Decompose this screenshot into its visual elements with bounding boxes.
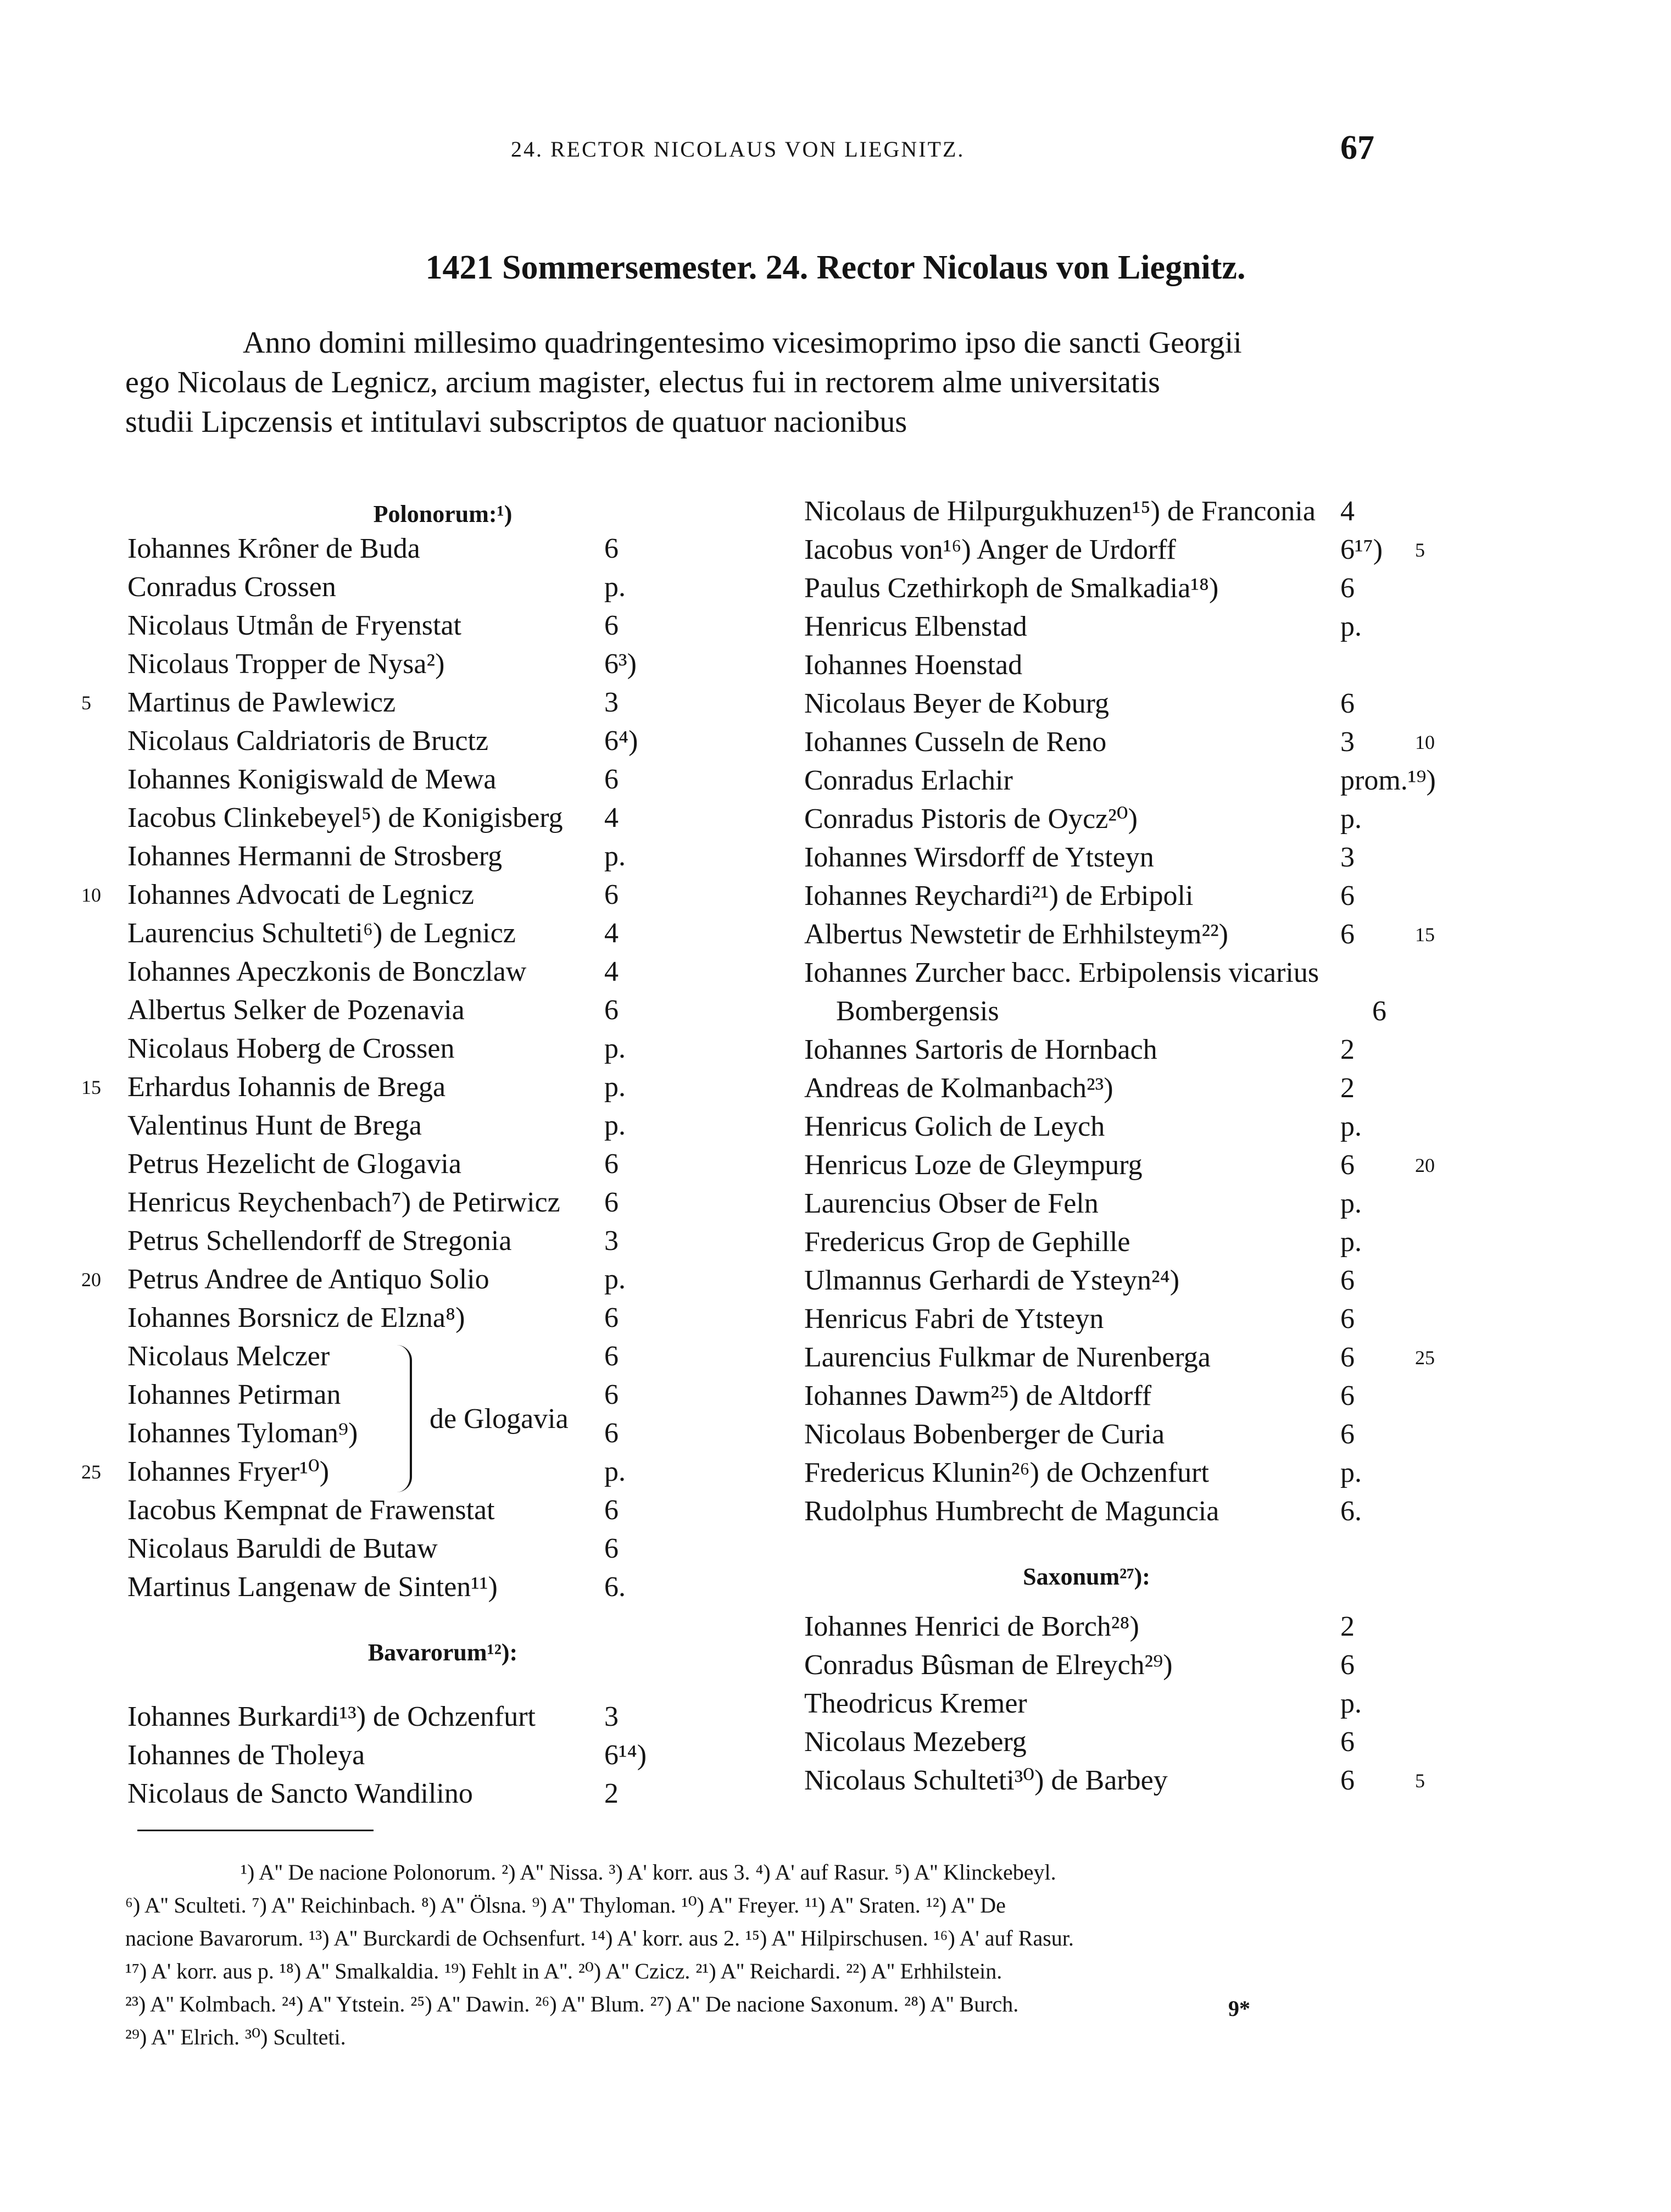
- student-name: Nicolaus de Hilpurgukhuzen¹⁵) de Franconia: [804, 496, 1316, 527]
- student-name: Laurencius Obser de Feln: [804, 1188, 1099, 1219]
- fee-value: p.: [604, 571, 626, 603]
- fee-value: p.: [1340, 803, 1362, 835]
- fee-value: p.: [604, 1264, 626, 1295]
- student-name: Nicolaus Tropper de Nysa²): [127, 648, 445, 680]
- fee-value: 6: [1340, 688, 1355, 719]
- matriculation-entry: [804, 723, 1435, 762]
- student-name: Henricus Golich de Leych: [804, 1111, 1105, 1142]
- matriculation-entry: [804, 1646, 1419, 1685]
- matriculation-entry: [804, 1300, 1419, 1338]
- matriculation-entry: [127, 568, 743, 607]
- line-number: 15: [1415, 924, 1435, 946]
- student-name: Iohannes Fryer¹⁰): [127, 1456, 330, 1487]
- fee-value: 6: [604, 610, 619, 641]
- matriculation-entry: [127, 1337, 743, 1376]
- student-name: Iohannes Konigiswald de Mewa: [127, 764, 497, 795]
- student-name: Iohannes Cusseln de Reno: [804, 726, 1107, 758]
- fee-value: 4: [604, 918, 619, 949]
- student-name: Iohannes Dawm²⁵) de Altdorff: [804, 1380, 1152, 1411]
- student-name: Iohannes Advocati de Legnicz: [127, 879, 474, 910]
- fee-value: 6: [604, 764, 619, 795]
- fee-value: 6: [604, 1341, 619, 1372]
- fee-value: 4: [604, 956, 619, 987]
- matriculation-entry: [127, 1698, 743, 1736]
- fee-value: p.: [604, 1110, 626, 1141]
- student-name: Martinus Langenaw de Sinten¹¹): [127, 1571, 498, 1603]
- fee-value: 6: [1340, 1342, 1355, 1373]
- student-name: Albertus Selker de Pozenavia: [127, 994, 465, 1026]
- student-name: Iohannes Henrici de Borch²⁸): [804, 1611, 1139, 1642]
- matriculation-entry: [804, 1685, 1419, 1723]
- fee-value: 3: [604, 1701, 619, 1732]
- fee-value: 6: [604, 1187, 619, 1218]
- matriculation-entry: [804, 1031, 1419, 1069]
- fee-value: 6: [1340, 919, 1355, 950]
- matriculation-entry: [127, 1568, 743, 1607]
- footnote-line: ¹⁷) A' korr. aus p. ¹⁸) A'' Smalkaldia. ¹⁹) Fehlt in A''. ²⁰) A'' Czicz. ²¹) A'' Reichardi. ²²) A'' Erhhilstein.: [125, 1959, 1002, 1983]
- student-name: Albertus Newstetir de Erhhilsteym²²): [804, 919, 1229, 950]
- fee-value: p.: [1340, 1111, 1362, 1142]
- student-name: Nicolaus Utmån de Fryenstat: [127, 610, 461, 641]
- student-name: Rudolphus Humbrecht de Maguncia: [804, 1496, 1219, 1527]
- matriculation-entry: [836, 992, 1451, 1031]
- student-name: Fredericus Grop de Gephille: [804, 1226, 1130, 1258]
- intro-line: studii Lipczensis et intitulavi subscriptos de quatuor nacionibus: [125, 405, 907, 439]
- fee-value: 6: [1340, 573, 1355, 604]
- student-name: Iohannes Hermanni de Strosberg: [127, 841, 503, 872]
- matriculation-entry: [804, 1454, 1419, 1492]
- student-name: Theodricus Kremer: [804, 1688, 1027, 1719]
- student-name: Iohannes Burkardi¹³) de Ochzenfurt: [127, 1701, 536, 1732]
- matriculation-entry: [804, 1261, 1419, 1300]
- student-name: Erhardus Iohannis de Brega: [127, 1071, 446, 1103]
- line-number: 20: [1415, 1154, 1435, 1176]
- matriculation-entry: [127, 1736, 743, 1775]
- student-name: Iohannes Wirsdorff de Ytsteyn: [804, 842, 1154, 873]
- student-name: Iacobus Kempnat de Frawenstat: [127, 1494, 495, 1526]
- student-name: Martinus de Pawlewicz: [127, 687, 396, 718]
- student-name: Iohannes de Tholeya: [127, 1739, 365, 1771]
- student-name: Iohannes Borsnicz de Elzna⁸): [127, 1302, 465, 1333]
- intro-line: Anno domini millesimo quadringentesimo vicesimoprimo ipso die sancti Georgii: [243, 326, 1242, 360]
- fee-value: p.: [1340, 1457, 1362, 1488]
- line-number: 10: [1415, 731, 1435, 753]
- fee-value: 6.: [1340, 1496, 1362, 1527]
- student-name: Nicolaus Hoberg de Crossen: [127, 1033, 455, 1064]
- matriculation-entry: [81, 1260, 743, 1299]
- fee-value: 2: [1340, 1611, 1355, 1642]
- student-name: Nicolaus Mezeberg: [804, 1726, 1027, 1758]
- matriculation-entry: [804, 1108, 1419, 1146]
- line-number: 5: [81, 692, 91, 714]
- matriculation-entry: [804, 1146, 1435, 1185]
- fee-value: p.: [1340, 1188, 1362, 1219]
- student-name: Nicolaus Bobenberger de Curia: [804, 1419, 1165, 1450]
- matriculation-entry: [804, 1492, 1419, 1531]
- matriculation-entry: [804, 1223, 1419, 1261]
- student-name: Nicolaus Beyer de Koburg: [804, 688, 1110, 719]
- student-name: Henricus Fabri de Ytsteyn: [804, 1303, 1104, 1335]
- fee-value: 4: [604, 802, 619, 833]
- footnote-line: nacione Bavarorum. ¹³) A'' Burckardi de Ochsenfurt. ¹⁴) A' korr. aus 2. ¹⁵) A'' Hilpirschusen. ¹⁶) A' auf Rasur.: [125, 1926, 1074, 1950]
- matriculation-entry: [804, 800, 1419, 838]
- student-name: Iohannes Krôner de Buda: [127, 533, 420, 564]
- student-name: Bombergensis: [836, 996, 999, 1027]
- matriculation-entry: [127, 1299, 743, 1337]
- fee-value: 6: [604, 879, 619, 910]
- fee-value: 6: [1340, 1726, 1355, 1758]
- fee-value: 6.: [604, 1571, 626, 1603]
- matriculation-entry: [127, 1491, 743, 1530]
- matriculation-entry: [804, 1761, 1425, 1800]
- student-name: Ulmannus Gerhardi de Ysteyn²⁴): [804, 1265, 1180, 1296]
- matriculation-entry: [127, 607, 743, 645]
- intro-paragraph: [125, 323, 1411, 442]
- student-name: Nicolaus Melczer: [127, 1341, 330, 1372]
- student-name: Iohannes Reychardi²¹) de Erbipoli: [804, 880, 1194, 912]
- fee-value: 6: [1340, 1380, 1355, 1411]
- student-name: Conradus Crossen: [127, 571, 336, 603]
- nation-heading: Saxonum²⁷):: [1023, 1563, 1150, 1590]
- fee-value: p.: [604, 841, 626, 872]
- matriculation-entry: [804, 608, 1419, 646]
- matriculation-entry: [81, 683, 743, 722]
- student-name: Petrus Andree de Antiquo Solio: [127, 1264, 489, 1295]
- matriculation-entry: [804, 838, 1419, 877]
- student-name: Iohannes Apeczkonis de Bonczlaw: [127, 956, 527, 987]
- matriculation-entry: [804, 569, 1419, 608]
- fee-value: 6¹⁷): [1340, 534, 1383, 565]
- student-name: Iohannes Zurcher bacc. Erbipolensis vicarius: [804, 957, 1319, 988]
- student-name: Nicolaus Caldriatoris de Bructz: [127, 725, 489, 757]
- matriculation-entry: [127, 991, 743, 1030]
- matriculation-entry: [127, 953, 743, 991]
- student-name: Henricus Reychenbach⁷) de Petirwicz: [127, 1187, 560, 1218]
- fee-value: 6: [604, 1494, 619, 1526]
- fee-value: p.: [1340, 1226, 1362, 1258]
- student-name: Nicolaus Schulteti³⁰) de Barbey: [804, 1765, 1168, 1796]
- matriculation-entry: [804, 492, 1419, 531]
- matriculation-entry: [127, 645, 743, 683]
- line-number: 25: [81, 1461, 101, 1483]
- line-number: 5: [1415, 539, 1425, 561]
- fee-value: 6: [604, 994, 619, 1026]
- line-number: 5: [1415, 1770, 1425, 1792]
- footnote-line: ²³) A'' Kolmbach. ²⁴) A'' Ytstein. ²⁵) A'' Dawin. ²⁶) A'' Blum. ²⁷) A'' De nacione Saxonum. ²⁸) A'' Burch.: [125, 1992, 1019, 2016]
- student-name: Conradus Pistoris de Oycz²⁰): [804, 803, 1138, 835]
- student-name: Iohannes Petirman: [127, 1379, 341, 1410]
- matriculation-entry: [804, 762, 1436, 800]
- glogavia-brace: [397, 1345, 412, 1492]
- brace-label: de Glogavia: [430, 1403, 569, 1435]
- student-name: Henricus Loze de Gleympurg: [804, 1149, 1143, 1181]
- matriculation-entry: [804, 1377, 1419, 1415]
- matriculation-entry: [804, 915, 1435, 954]
- student-name: Fredericus Klunin²⁶) de Ochzenfurt: [804, 1457, 1209, 1488]
- matriculation-entry: [804, 646, 1419, 685]
- fee-value: p.: [604, 1033, 626, 1064]
- student-name: Andreas de Kolmanbach²³): [804, 1072, 1113, 1104]
- student-name: Petrus Hezelicht de Glogavia: [127, 1148, 461, 1180]
- fee-value: 2: [604, 1778, 619, 1809]
- fee-value: 6: [604, 533, 619, 564]
- student-name: Laurencius Fulkmar de Nurenberga: [804, 1342, 1211, 1373]
- line-number: 20: [81, 1269, 101, 1291]
- fee-value: p.: [604, 1071, 626, 1103]
- fee-value: 3: [604, 687, 619, 718]
- matriculation-entry: [804, 1069, 1419, 1108]
- matriculation-entry: [804, 685, 1419, 723]
- student-name: Iohannes Tyloman⁹): [127, 1418, 358, 1449]
- matriculation-entry: [127, 530, 743, 568]
- fee-value: p.: [1340, 611, 1362, 642]
- nation-heading: Polonorum:¹): [373, 501, 513, 527]
- footnote-line: ¹) A'' De nacione Polonorum. ²) A'' Nissa. ³) A' korr. aus 3. ⁴) A' auf Rasur. ⁵) A'' Klinckebeyl.: [241, 1860, 1056, 1885]
- matriculation-entry: [81, 1068, 743, 1107]
- matriculation-entry: [804, 954, 1419, 992]
- fee-value: prom.¹⁹): [1340, 765, 1436, 796]
- line-number: 10: [81, 884, 101, 906]
- footnote-line: ⁶) A'' Sculteti. ⁷) A'' Reichinbach. ⁸) A'' Ölsna. ⁹) A'' Thyloman. ¹⁰) A'' Freyer. ¹¹) A'' Sraten. ¹²) A'' De: [125, 1893, 1006, 1918]
- matriculation-entry: [127, 799, 743, 837]
- fee-value: 6: [1340, 1265, 1355, 1296]
- nation-heading: Bavarorum¹²):: [367, 1639, 518, 1666]
- fee-value: p.: [1340, 1688, 1362, 1719]
- matriculation-entry: [127, 837, 743, 876]
- student-name: Nicolaus de Sancto Wandilino: [127, 1778, 473, 1809]
- matriculation-entry: [127, 1145, 743, 1183]
- line-number: 25: [1415, 1347, 1435, 1369]
- fee-value: 2: [1340, 1034, 1355, 1065]
- page-title: 1421 Sommersemester. 24. Rector Nicolaus von Liegnitz.: [425, 249, 1246, 286]
- fee-value: 4: [1340, 496, 1355, 527]
- fee-value: 6: [1340, 1649, 1355, 1681]
- student-name: Petrus Schellendorff de Stregonia: [127, 1225, 512, 1257]
- fee-value: 6: [1340, 1149, 1355, 1181]
- student-name: Iacobus Clinkebeyel⁵) de Konigisberg: [127, 802, 563, 833]
- matriculation-entry: [127, 914, 743, 953]
- fee-value: 6: [1372, 996, 1386, 1027]
- footnote-line: ²⁹) A'' Elrich. ³⁰) Sculteti.: [125, 2025, 346, 2049]
- fee-value: 6: [604, 1302, 619, 1333]
- matriculation-entry: [127, 1222, 743, 1260]
- student-name: Paulus Czethirkoph de Smalkadia¹⁸): [804, 573, 1219, 604]
- fee-value: 6: [1340, 1765, 1355, 1796]
- fee-value: 3: [604, 1225, 619, 1257]
- student-name: Conradus Erlachir: [804, 765, 1013, 796]
- matriculation-entry: [127, 722, 743, 760]
- fee-value: p.: [604, 1456, 626, 1487]
- signature-mark: 9*: [1228, 1996, 1250, 2021]
- fee-value: 3: [1340, 842, 1355, 873]
- fee-value: 6⁴): [604, 725, 638, 757]
- page-number: 67: [1340, 129, 1374, 166]
- matriculation-entry: [804, 1338, 1435, 1377]
- footnote-separator: [137, 1830, 374, 1831]
- fee-value: 6: [604, 1533, 619, 1564]
- fee-value: 6: [604, 1418, 619, 1449]
- matriculation-entry: [81, 1453, 743, 1491]
- student-name: Laurencius Schulteti⁶) de Legnicz: [127, 918, 516, 949]
- fee-value: 6: [1340, 1303, 1355, 1335]
- matriculation-entry: [804, 1608, 1419, 1646]
- matriculation-entry: [127, 1107, 743, 1145]
- intro-line: ego Nicolaus de Legnicz, arcium magister, electus fui in rectorem alme universitatis: [125, 365, 1160, 399]
- footnotes: [125, 1856, 1411, 2054]
- matriculation-entry: [127, 1775, 743, 1813]
- fee-value: 3: [1340, 726, 1355, 758]
- line-number: 15: [81, 1076, 101, 1098]
- fee-value: 6³): [604, 648, 637, 680]
- matriculation-entry: [127, 1183, 743, 1222]
- student-name: Iacobus von¹⁶) Anger de Urdorff: [804, 534, 1176, 565]
- student-name: Iohannes Hoenstad: [804, 649, 1023, 681]
- student-name: Conradus Bûsman de Elreych²⁹): [804, 1649, 1173, 1681]
- student-name: Henricus Elbenstad: [804, 611, 1027, 642]
- matriculation-entry: [804, 1723, 1419, 1761]
- student-name: Valentinus Hunt de Brega: [127, 1110, 422, 1141]
- running-head: 24. RECTOR NICOLAUS VON LIEGNITZ.: [511, 137, 965, 162]
- matriculation-entry: [127, 1530, 743, 1568]
- fee-value: 6: [1340, 1419, 1355, 1450]
- matriculation-entry: [81, 876, 743, 914]
- matriculation-entry: [804, 531, 1425, 569]
- fee-value: 2: [1340, 1072, 1355, 1104]
- student-name: Nicolaus Baruldi de Butaw: [127, 1533, 438, 1564]
- matriculation-entry: [127, 1030, 743, 1068]
- matriculation-entry: [804, 1415, 1419, 1454]
- matriculation-entry: [804, 877, 1419, 915]
- matriculation-entry: [127, 760, 743, 799]
- matriculation-entry: [804, 1185, 1419, 1223]
- fee-value: 6¹⁴): [604, 1739, 647, 1771]
- fee-value: 6: [604, 1148, 619, 1180]
- student-name: Iohannes Sartoris de Hornbach: [804, 1034, 1157, 1065]
- fee-value: 6: [604, 1379, 619, 1410]
- fee-value: 6: [1340, 880, 1355, 912]
